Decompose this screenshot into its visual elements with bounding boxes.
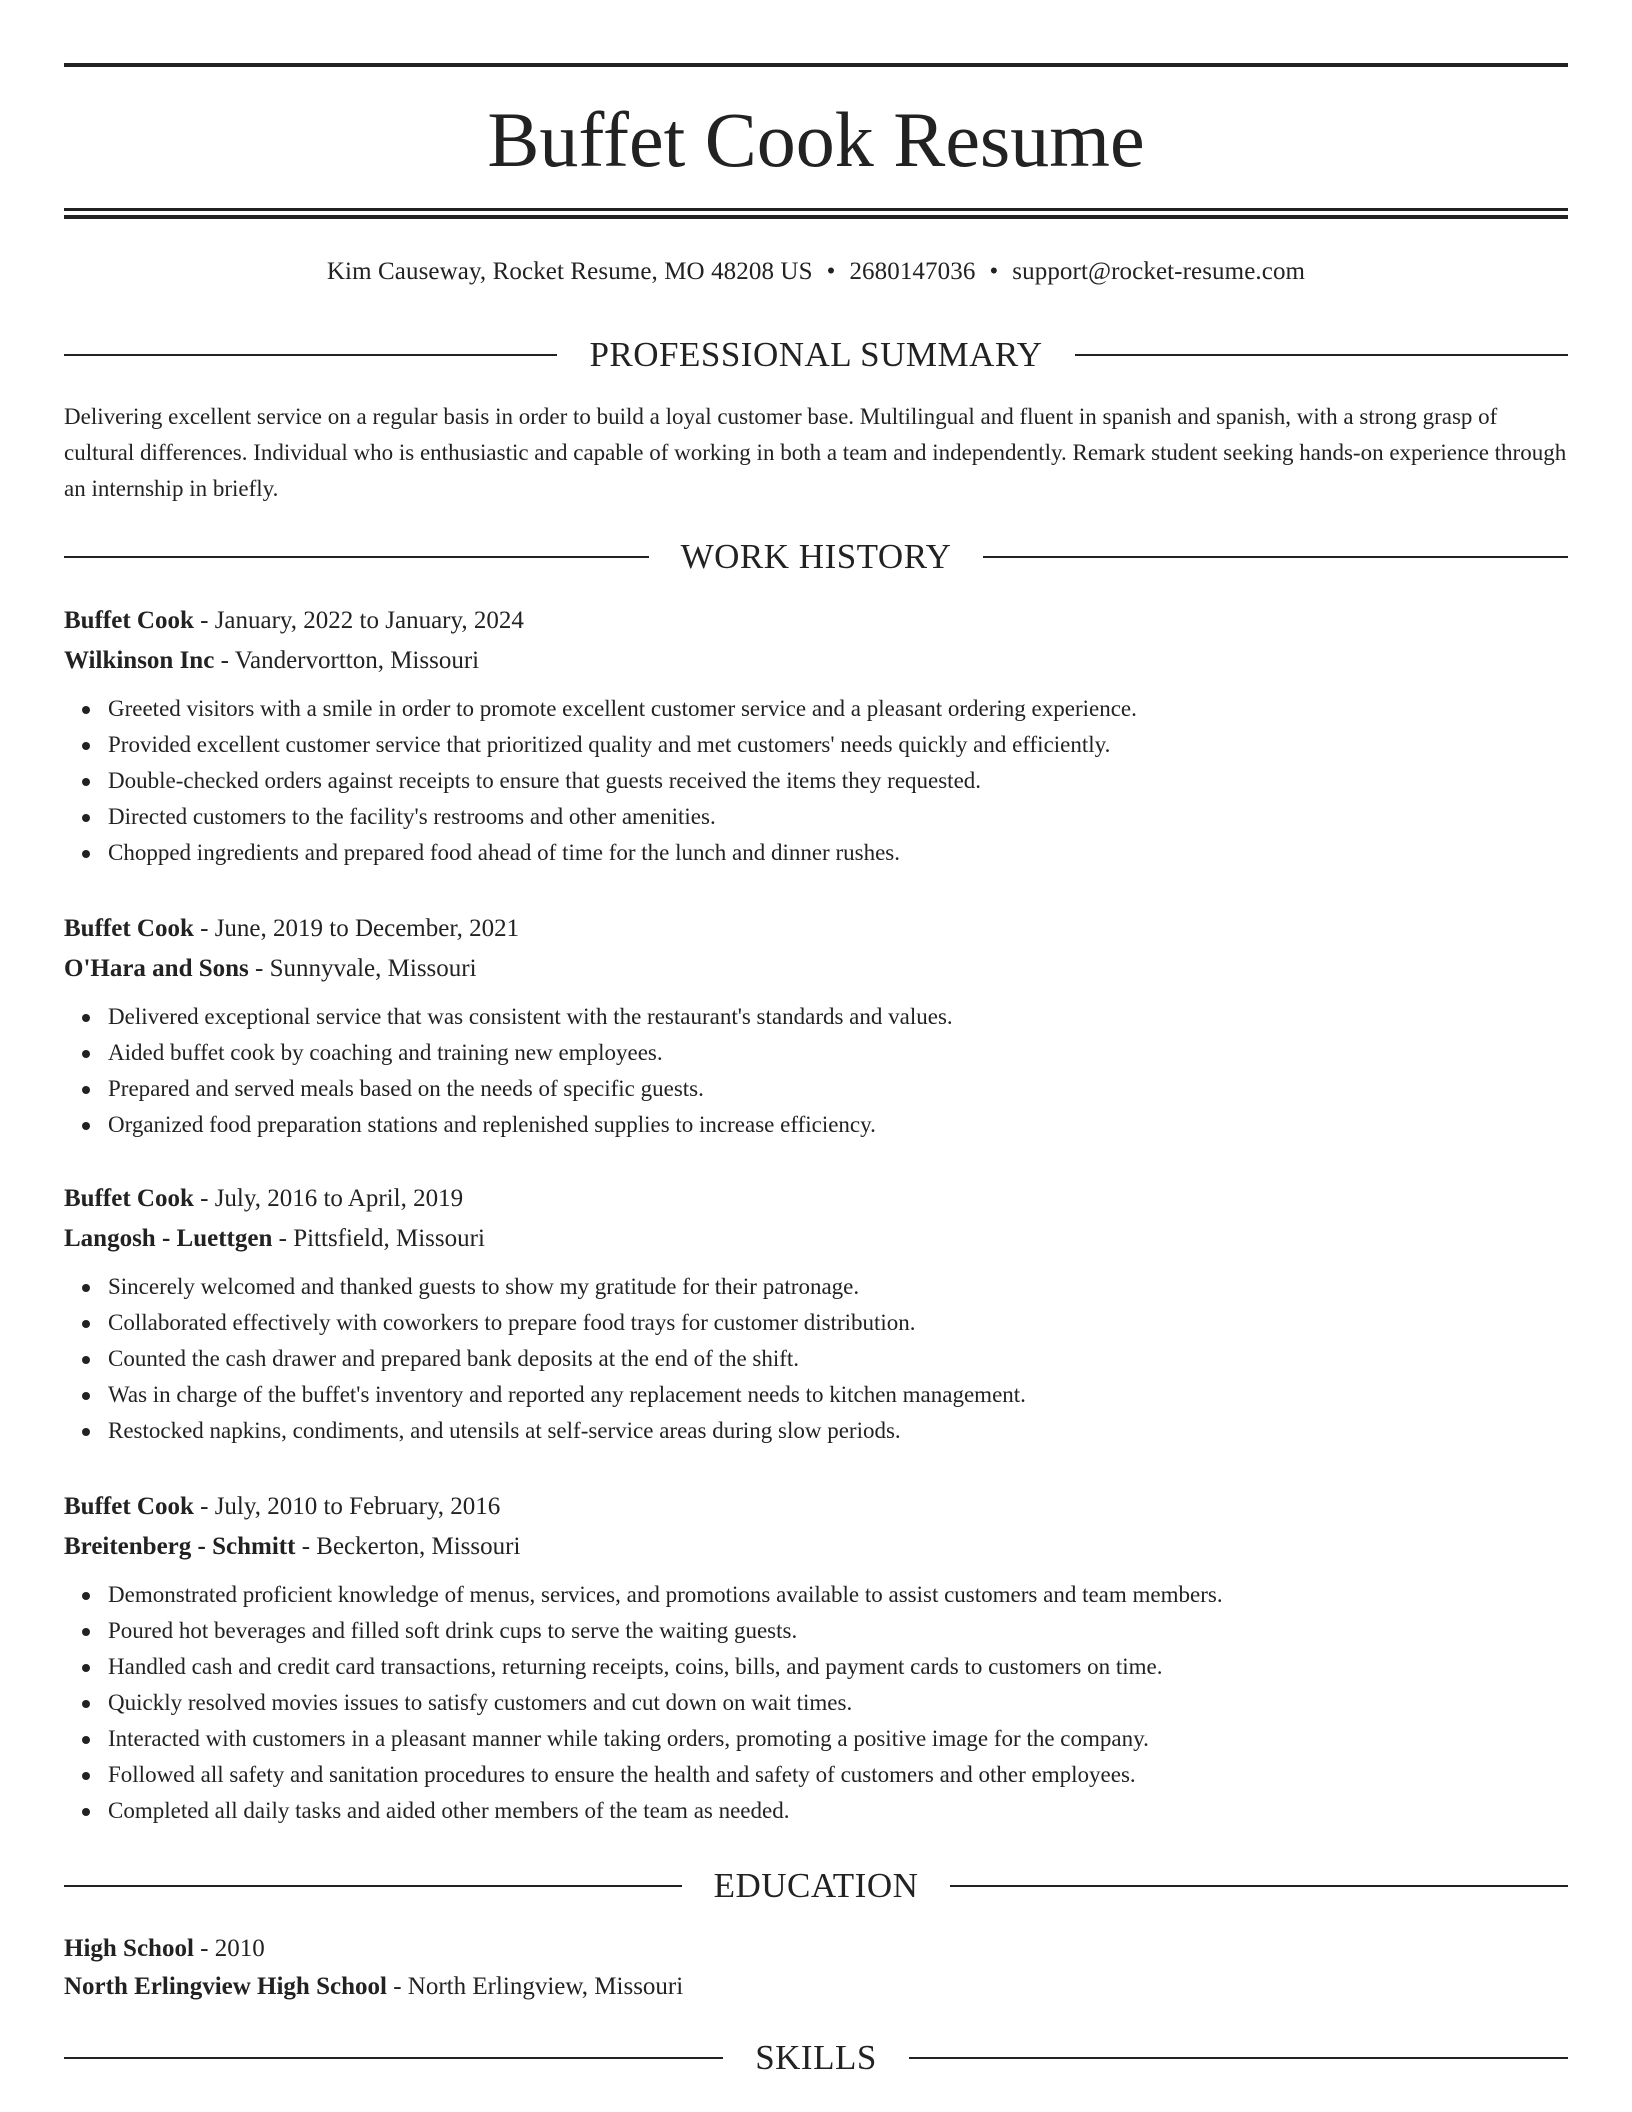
education-school-line	[64, 1968, 1568, 2006]
section-title: EDUCATION	[713, 1866, 919, 1905]
dash: -	[248, 955, 270, 982]
job-bullet: Delivered exceptional service that was consistent with the restaurant's standards and values.	[108, 999, 1568, 1035]
section-heading-skills	[64, 2036, 1568, 2080]
job-company: Wilkinson Inc	[64, 647, 215, 674]
job-bullet: Sincerely welcomed and thanked guests to show my gratitude for their patronage.	[108, 1269, 1568, 1305]
job-bullet: Chopped ingredients and prepared food ahead of time for the lunch and dinner rushes.	[108, 835, 1568, 871]
job-bullet: Aided buffet cook by coaching and training new employees.	[108, 1035, 1568, 1071]
job-title: Buffet Cook	[64, 915, 194, 942]
job-bullet: Collaborated effectively with coworkers to prepare food trays for customer distribution.	[108, 1305, 1568, 1341]
job-company-line	[64, 1527, 1568, 1567]
header-double-rule-lower	[64, 215, 1568, 219]
dash: -	[193, 1935, 215, 1962]
divider-line	[909, 2057, 1568, 2059]
job-bullet: Demonstrated proficient knowledge of menus, services, and promotions available to assist customers and team members.	[108, 1577, 1568, 1613]
job-location: Pittsfield, Missouri	[293, 1225, 485, 1252]
job-entry	[64, 1179, 1568, 1449]
job-bullet-list	[64, 1577, 1568, 1829]
professional-summary: Delivering excellent service on a regular basis in order to build a loyal customer base. Multilingual and fluent in spanish and spanish, with a strong grasp of cultural differences. Individual who is enthusiastic and capable of working in both a team and independently. Remark student seeking hands-on experience through an internship in briefly.	[64, 404, 1567, 501]
job-title-line	[64, 1179, 1568, 1219]
job-bullet: Handled cash and credit card transactions, returning receipts, coins, bills, and payment cards to customers on time.	[108, 1649, 1568, 1685]
dash: -	[193, 607, 215, 634]
section-heading-work-history	[64, 535, 1568, 579]
education-location: North Erlingview, Missouri	[407, 1973, 684, 2000]
job-bullet: Completed all daily tasks and aided other members of the team as needed.	[108, 1793, 1568, 1829]
job-company: Breitenberg - Schmitt	[64, 1533, 296, 1560]
education-school: North Erlingview High School	[64, 1973, 387, 2000]
job-company: Langosh - Luettgen	[64, 1225, 273, 1252]
job-bullet: Provided excellent customer service that prioritized quality and met customers' needs quickly and efficiently.	[108, 727, 1568, 763]
job-title: Buffet Cook	[64, 1493, 194, 1520]
divider-line	[64, 2057, 723, 2059]
header-top-rule	[64, 63, 1568, 67]
contact-separator: •	[826, 258, 836, 285]
job-title-line	[64, 1487, 1568, 1527]
contact-line	[64, 254, 1568, 290]
contact-separator: •	[989, 258, 999, 285]
dash: -	[214, 647, 235, 674]
job-title-line	[64, 909, 1568, 949]
job-title: Buffet Cook	[64, 1185, 194, 1212]
dash: -	[193, 1493, 215, 1520]
job-location: Sunnyvale, Missouri	[269, 955, 477, 982]
education-degree: High School	[64, 1935, 194, 1962]
divider-line	[64, 1885, 682, 1887]
job-company-line	[64, 949, 1568, 989]
job-company: O'Hara and Sons	[64, 955, 249, 982]
job-location: Vandervortton, Missouri	[234, 647, 480, 674]
job-company-line	[64, 1219, 1568, 1259]
job-bullet: Double-checked orders against receipts to ensure that guests received the items they requested.	[108, 763, 1568, 799]
job-bullet: Directed customers to the facility's restrooms and other amenities.	[108, 799, 1568, 835]
job-entry	[64, 1487, 1568, 1829]
divider-line	[983, 556, 1568, 558]
education-entry	[64, 1930, 1568, 2006]
job-bullet: Prepared and served meals based on the needs of specific guests.	[108, 1071, 1568, 1107]
divider-line	[64, 354, 557, 356]
dash: -	[386, 1973, 408, 2000]
job-dates: July, 2016 to April, 2019	[214, 1185, 464, 1212]
job-bullet: Followed all safety and sanitation procedures to ensure the health and safety of customers and other employees.	[108, 1757, 1568, 1793]
contact-address: Kim Causeway, Rocket Resume, MO 48208 US	[326, 258, 813, 285]
job-bullet: Greeted visitors with a smile in order to promote excellent customer service and a pleasant ordering experience.	[108, 691, 1568, 727]
divider-line	[1075, 354, 1568, 356]
dash: -	[193, 1185, 215, 1212]
job-bullet: Poured hot beverages and filled soft drink cups to serve the waiting guests.	[108, 1613, 1568, 1649]
job-company-line	[64, 641, 1568, 681]
education-degree-line	[64, 1930, 1568, 1968]
job-title: Buffet Cook	[64, 607, 194, 634]
section-title: PROFESSIONAL SUMMARY	[589, 335, 1043, 374]
job-entry	[64, 601, 1568, 871]
job-bullet-list	[64, 1269, 1568, 1449]
contact-phone: 2680147036	[849, 258, 976, 285]
job-dates: June, 2019 to December, 2021	[214, 915, 520, 942]
section-heading-education	[64, 1864, 1568, 1908]
dash: -	[193, 915, 215, 942]
job-bullet-list	[64, 999, 1568, 1143]
section-title: SKILLS	[755, 2038, 877, 2077]
job-bullet-list	[64, 691, 1568, 871]
contact-email: support@rocket-resume.com	[1012, 258, 1306, 285]
divider-line	[64, 556, 649, 558]
dash: -	[272, 1225, 294, 1252]
resume-title: Buffet Cook Resume	[487, 96, 1145, 183]
job-location: Beckerton, Missouri	[316, 1533, 521, 1560]
job-bullet: Interacted with customers in a pleasant manner while taking orders, promoting a positive image for the company.	[108, 1721, 1568, 1757]
job-dates: July, 2010 to February, 2016	[214, 1493, 501, 1520]
job-bullet: Restocked napkins, condiments, and utensils at self-service areas during slow periods.	[108, 1413, 1568, 1449]
education-year: 2010	[214, 1935, 265, 1962]
job-bullet: Organized food preparation stations and replenished supplies to increase efficiency.	[108, 1107, 1568, 1143]
job-entry	[64, 909, 1568, 1143]
section-title: WORK HISTORY	[680, 537, 952, 576]
dash: -	[295, 1533, 317, 1560]
divider-line	[950, 1885, 1568, 1887]
job-bullet: Counted the cash drawer and prepared bank deposits at the end of the shift.	[108, 1341, 1568, 1377]
job-bullet: Quickly resolved movies issues to satisfy customers and cut down on wait times.	[108, 1685, 1568, 1721]
job-title-line	[64, 601, 1568, 641]
job-dates: January, 2022 to January, 2024	[214, 607, 524, 634]
job-bullet: Was in charge of the buffet's inventory and reported any replacement needs to kitchen management.	[108, 1377, 1568, 1413]
header-double-rule-upper	[64, 208, 1568, 211]
section-heading-summary	[64, 333, 1568, 377]
